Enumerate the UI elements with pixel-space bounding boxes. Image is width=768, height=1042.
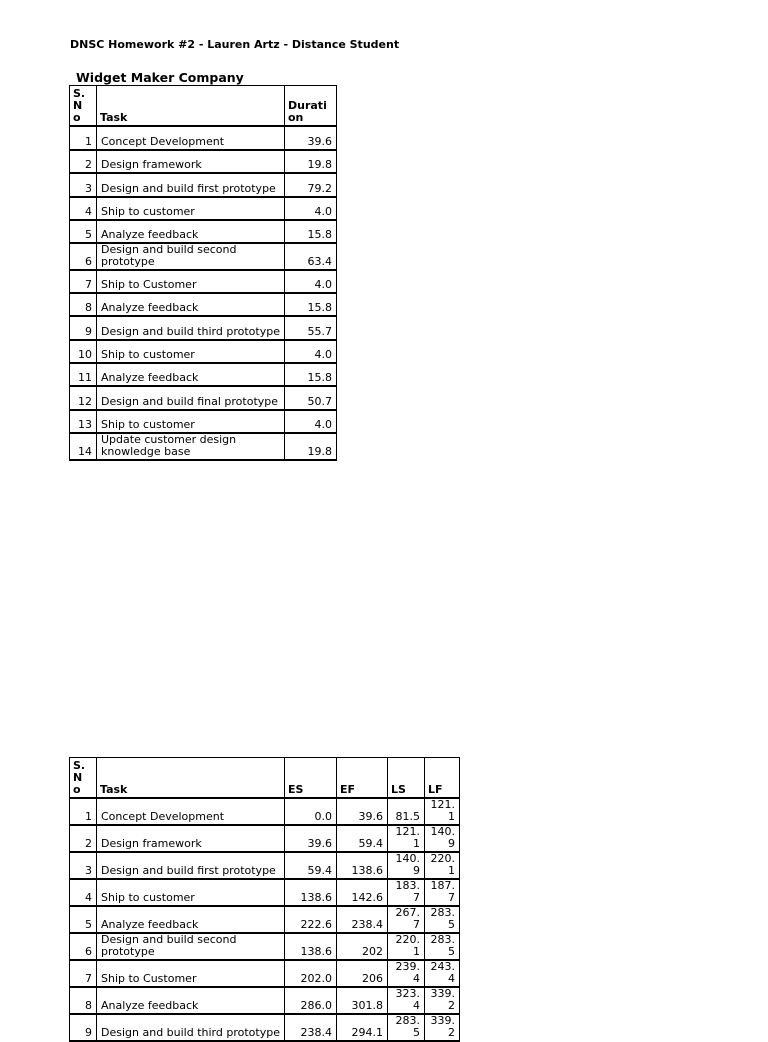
- table-row: [70, 933, 460, 960]
- cell-es: [285, 960, 337, 987]
- cell-sno: [70, 270, 97, 293]
- cell-sno-text: 5: [85, 228, 92, 241]
- cell-lf-text: 187.: [430, 879, 455, 892]
- header-ef: [337, 758, 388, 799]
- cell-task-text: Analyze feedback: [101, 301, 199, 314]
- table-row: [70, 363, 337, 386]
- cell-task-text: Design and build first prototype: [101, 864, 276, 877]
- cell-duration-text: 15.8: [307, 371, 332, 384]
- cell-duration: [285, 220, 337, 243]
- header-es: [285, 758, 337, 799]
- cell-sno: [70, 126, 97, 150]
- cell-ef-text: 294.1: [351, 1026, 383, 1039]
- cell-ls-text: 5: [413, 1026, 420, 1039]
- cell-ls-text: 323.: [395, 987, 420, 1000]
- cell-task: [97, 1014, 285, 1041]
- cell-duration: [285, 433, 337, 460]
- cell-es-text: 0.0: [314, 810, 332, 823]
- table-row: [70, 293, 337, 316]
- cell-task: [97, 150, 285, 173]
- header-ls-text: LS: [391, 783, 406, 796]
- cell-task: [97, 220, 285, 243]
- table-row: [70, 173, 337, 197]
- cell-ls-text: 220.: [395, 933, 420, 946]
- cell-lf-text: 1: [448, 810, 455, 823]
- cell-ls: [388, 906, 425, 933]
- cell-duration: [285, 363, 337, 386]
- cell-sno: [70, 150, 97, 173]
- header-lf-text: LF: [428, 783, 443, 796]
- table-row: [70, 798, 460, 825]
- cell-sno: [70, 197, 97, 220]
- header-sno-text: o: [73, 111, 81, 124]
- cell-duration: [285, 340, 337, 363]
- cell-ls-text: 1: [413, 837, 420, 850]
- cell-sno-text: 14: [78, 445, 92, 458]
- cell-sno: [70, 852, 97, 879]
- cell-es: [285, 798, 337, 825]
- cell-task: [97, 906, 285, 933]
- cell-duration: [285, 173, 337, 197]
- cell-task-text: Concept Development: [101, 135, 225, 148]
- cell-task-text: Analyze feedback: [101, 371, 199, 384]
- cell-ls-text: 4: [413, 972, 420, 985]
- cell-task-text: Ship to Customer: [101, 278, 197, 291]
- cell-lf-text: 5: [448, 945, 455, 958]
- cell-sno: [70, 243, 97, 270]
- cell-task: [97, 933, 285, 960]
- cell-lf: [425, 1014, 460, 1041]
- cell-lf: [425, 879, 460, 906]
- cell-ef: [337, 825, 388, 852]
- cell-task-text: Analyze feedback: [101, 918, 199, 931]
- cell-es-text: 138.6: [300, 891, 332, 904]
- cell-ef: [337, 960, 388, 987]
- cell-duration-text: 19.8: [307, 158, 332, 171]
- cell-ls: [388, 825, 425, 852]
- cell-lf-text: 220.: [430, 852, 455, 865]
- table-row: [70, 825, 460, 852]
- cell-ls: [388, 987, 425, 1014]
- cell-sno: [70, 987, 97, 1014]
- cell-ls-text: 9: [413, 864, 420, 877]
- cell-duration-text: 15.8: [307, 228, 332, 241]
- cell-lf: [425, 960, 460, 987]
- cell-task: [97, 363, 285, 386]
- table-row: [70, 197, 337, 220]
- duration-table: [69, 85, 337, 461]
- cell-ef: [337, 879, 388, 906]
- cell-duration-text: 4.0: [314, 348, 332, 361]
- cell-ef: [337, 987, 388, 1014]
- cell-lf-text: 2: [448, 999, 455, 1012]
- cell-task: [97, 433, 285, 460]
- table-row: [70, 386, 337, 410]
- cell-task: [97, 852, 285, 879]
- cell-sno-text: 4: [85, 205, 92, 218]
- cell-ls: [388, 1014, 425, 1041]
- cell-duration-text: 4.0: [314, 278, 332, 291]
- cell-es: [285, 933, 337, 960]
- cell-sno-text: 13: [78, 418, 92, 431]
- cell-task: [97, 340, 285, 363]
- cell-duration: [285, 386, 337, 410]
- table-row: [70, 220, 337, 243]
- cell-task-text: Ship to customer: [101, 891, 195, 904]
- cell-lf-text: 339.: [430, 1014, 455, 1027]
- cell-sno: [70, 825, 97, 852]
- schedule-table: [69, 757, 460, 1042]
- cell-task: [97, 386, 285, 410]
- cell-task: [97, 798, 285, 825]
- cell-duration: [285, 126, 337, 150]
- table-row: [70, 270, 337, 293]
- cell-lf-text: 121.: [430, 798, 455, 811]
- cell-es: [285, 852, 337, 879]
- cell-ef: [337, 1014, 388, 1041]
- cell-duration-text: 4.0: [314, 205, 332, 218]
- cell-task-text: Ship to customer: [101, 418, 195, 431]
- cell-sno: [70, 906, 97, 933]
- cell-sno-text: 8: [85, 999, 92, 1012]
- header-duration-text: Durati: [288, 99, 327, 112]
- cell-es: [285, 879, 337, 906]
- table-row: [70, 340, 337, 363]
- cell-task: [97, 960, 285, 987]
- cell-sno: [70, 173, 97, 197]
- cell-ef: [337, 906, 388, 933]
- cell-ls-text: 7: [413, 891, 420, 904]
- cell-task-text: Analyze feedback: [101, 999, 199, 1012]
- cell-sno: [70, 340, 97, 363]
- cell-sno-text: 9: [85, 325, 92, 338]
- table-row: [70, 433, 337, 460]
- cell-duration: [285, 243, 337, 270]
- cell-ls: [388, 798, 425, 825]
- cell-es: [285, 987, 337, 1014]
- cell-ls-text: 81.5: [395, 810, 420, 823]
- cell-lf: [425, 852, 460, 879]
- table-row: [70, 987, 460, 1014]
- cell-sno-text: 2: [85, 158, 92, 171]
- cell-es-text: 286.0: [300, 999, 332, 1012]
- header-task: [97, 758, 285, 799]
- header-task-text: Task: [100, 783, 128, 796]
- cell-sno: [70, 386, 97, 410]
- cell-sno: [70, 933, 97, 960]
- cell-es-text: 238.4: [300, 1026, 332, 1039]
- cell-task: [97, 243, 285, 270]
- cell-ef-text: 59.4: [358, 837, 383, 850]
- cell-ls-text: 283.: [395, 1014, 420, 1027]
- header-sno-text: N: [73, 771, 83, 784]
- cell-ls-text: 183.: [395, 879, 420, 892]
- document-title: DNSC Homework #2 - Lauren Artz - Distance Student: [70, 38, 400, 51]
- cell-task-text: Ship to customer: [101, 348, 195, 361]
- table-row: [70, 126, 337, 150]
- cell-es-text: 138.6: [300, 945, 332, 958]
- cell-es-text: 202.0: [300, 972, 332, 985]
- cell-sno-text: 3: [85, 182, 92, 195]
- cell-lf-text: 1: [448, 864, 455, 877]
- header-row: [70, 86, 337, 127]
- header-sno: [70, 86, 97, 127]
- cell-lf-text: 9: [448, 837, 455, 850]
- cell-duration-text: 4.0: [314, 418, 332, 431]
- cell-sno: [70, 879, 97, 906]
- cell-duration-text: 55.7: [307, 325, 332, 338]
- cell-task-text: Concept Development: [101, 810, 225, 823]
- cell-lf-text: 339.: [430, 987, 455, 1000]
- header-sno-text: N: [73, 99, 83, 112]
- cell-lf-text: 7: [448, 891, 455, 904]
- cell-sno-text: 1: [85, 810, 92, 823]
- cell-lf-text: 140.: [430, 825, 455, 838]
- cell-ls-text: 121.: [395, 825, 420, 838]
- cell-sno-text: 12: [78, 395, 92, 408]
- cell-duration: [285, 293, 337, 316]
- cell-task: [97, 197, 285, 220]
- header-ef-text: EF: [340, 783, 356, 796]
- cell-task: [97, 126, 285, 150]
- cell-sno-text: 7: [85, 972, 92, 985]
- cell-task-text: Ship to customer: [101, 205, 195, 218]
- cell-duration: [285, 150, 337, 173]
- header-duration: [285, 86, 337, 127]
- cell-task: [97, 410, 285, 433]
- table-row: [70, 243, 337, 270]
- cell-sno-text: 7: [85, 278, 92, 291]
- cell-task-text: Update customer design: [101, 433, 237, 446]
- header-task: [97, 86, 285, 127]
- cell-lf: [425, 825, 460, 852]
- cell-duration: [285, 197, 337, 220]
- cell-ls-text: 239.: [395, 960, 420, 973]
- cell-task: [97, 270, 285, 293]
- cell-es: [285, 825, 337, 852]
- table-row: [70, 960, 460, 987]
- cell-ls: [388, 960, 425, 987]
- cell-lf-text: 4: [448, 972, 455, 985]
- cell-es-text: 222.6: [300, 918, 332, 931]
- table-row: [70, 410, 337, 433]
- cell-task-text: Ship to Customer: [101, 972, 197, 985]
- header-lf: [425, 758, 460, 799]
- cell-duration-text: 50.7: [307, 395, 332, 408]
- cell-ls-text: 4: [413, 999, 420, 1012]
- cell-task-text: Design framework: [101, 158, 202, 171]
- widget-table-title: Widget Maker Company: [76, 70, 244, 85]
- cell-lf-text: 2: [448, 1026, 455, 1039]
- cell-sno-text: 4: [85, 891, 92, 904]
- cell-ls-text: 267.: [395, 906, 420, 919]
- cell-ef-text: 202: [362, 945, 383, 958]
- table-row: [70, 906, 460, 933]
- cell-ls-text: 140.: [395, 852, 420, 865]
- header-row: [70, 758, 460, 799]
- cell-lf: [425, 933, 460, 960]
- cell-task: [97, 987, 285, 1014]
- cell-sno: [70, 433, 97, 460]
- cell-sno: [70, 410, 97, 433]
- cell-ls: [388, 879, 425, 906]
- cell-sno-text: 9: [85, 1026, 92, 1039]
- cell-ef-text: 138.6: [351, 864, 383, 877]
- header-task-text: Task: [100, 111, 128, 124]
- cell-sno-text: 10: [78, 348, 92, 361]
- header-ls: [388, 758, 425, 799]
- cell-task-text: prototype: [101, 945, 155, 958]
- cell-ef: [337, 933, 388, 960]
- cell-es-text: 39.6: [307, 837, 332, 850]
- cell-lf: [425, 987, 460, 1014]
- cell-ls-text: 7: [413, 918, 420, 931]
- cell-duration-text: 15.8: [307, 301, 332, 314]
- cell-sno: [70, 798, 97, 825]
- cell-lf: [425, 906, 460, 933]
- cell-es-text: 59.4: [307, 864, 332, 877]
- table-row: [70, 1014, 460, 1041]
- cell-sno-text: 5: [85, 918, 92, 931]
- cell-sno: [70, 293, 97, 316]
- cell-task-text: knowledge base: [101, 445, 191, 458]
- cell-sno-text: 1: [85, 135, 92, 148]
- cell-ls: [388, 852, 425, 879]
- cell-ef: [337, 852, 388, 879]
- cell-sno-text: 6: [85, 255, 92, 268]
- cell-task: [97, 173, 285, 197]
- cell-lf-text: 243.: [430, 960, 455, 973]
- table-row: [70, 316, 337, 340]
- cell-task-text: Design and build second: [101, 243, 237, 256]
- cell-ef-text: 301.8: [351, 999, 383, 1012]
- cell-lf-text: 5: [448, 918, 455, 931]
- table-row: [70, 852, 460, 879]
- cell-duration-text: 63.4: [307, 255, 332, 268]
- cell-task-text: Analyze feedback: [101, 228, 199, 241]
- cell-es: [285, 1014, 337, 1041]
- cell-sno: [70, 1014, 97, 1041]
- table-row: [70, 150, 337, 173]
- header-duration-text: on: [288, 111, 304, 124]
- cell-ls-text: 1: [413, 945, 420, 958]
- cell-task: [97, 293, 285, 316]
- cell-sno: [70, 316, 97, 340]
- cell-sno-text: 8: [85, 301, 92, 314]
- header-sno-text: o: [73, 783, 81, 796]
- header-sno-text: S.: [73, 759, 86, 772]
- cell-es: [285, 906, 337, 933]
- cell-duration: [285, 270, 337, 293]
- header-sno: [70, 758, 97, 799]
- cell-duration-text: 19.8: [307, 445, 332, 458]
- cell-task: [97, 825, 285, 852]
- header-es-text: ES: [288, 783, 304, 796]
- cell-sno-text: 11: [78, 371, 92, 384]
- cell-task-text: Design and build second: [101, 933, 237, 946]
- cell-task-text: Design and build final prototype: [101, 395, 279, 408]
- cell-sno-text: 2: [85, 837, 92, 850]
- cell-duration: [285, 410, 337, 433]
- cell-ef-text: 142.6: [351, 891, 383, 904]
- cell-sno: [70, 363, 97, 386]
- cell-lf: [425, 798, 460, 825]
- cell-task-text: Design framework: [101, 837, 202, 850]
- cell-task-text: prototype: [101, 255, 155, 268]
- cell-lf-text: 283.: [430, 906, 455, 919]
- cell-sno-text: 6: [85, 945, 92, 958]
- cell-ef-text: 206: [362, 972, 383, 985]
- cell-ls: [388, 933, 425, 960]
- cell-task-text: Design and build first prototype: [101, 182, 276, 195]
- cell-ef: [337, 798, 388, 825]
- cell-sno: [70, 960, 97, 987]
- cell-task: [97, 879, 285, 906]
- cell-task-text: Design and build third prototype: [101, 325, 280, 338]
- cell-sno-text: 3: [85, 864, 92, 877]
- cell-task: [97, 316, 285, 340]
- header-sno-text: S.: [73, 87, 86, 100]
- cell-ef-text: 238.4: [351, 918, 383, 931]
- cell-duration-text: 39.6: [307, 135, 332, 148]
- cell-task-text: Design and build third prototype: [101, 1026, 280, 1039]
- cell-duration: [285, 316, 337, 340]
- cell-ef-text: 39.6: [358, 810, 383, 823]
- cell-sno: [70, 220, 97, 243]
- cell-duration-text: 79.2: [307, 182, 332, 195]
- table-row: [70, 879, 460, 906]
- cell-lf-text: 283.: [430, 933, 455, 946]
